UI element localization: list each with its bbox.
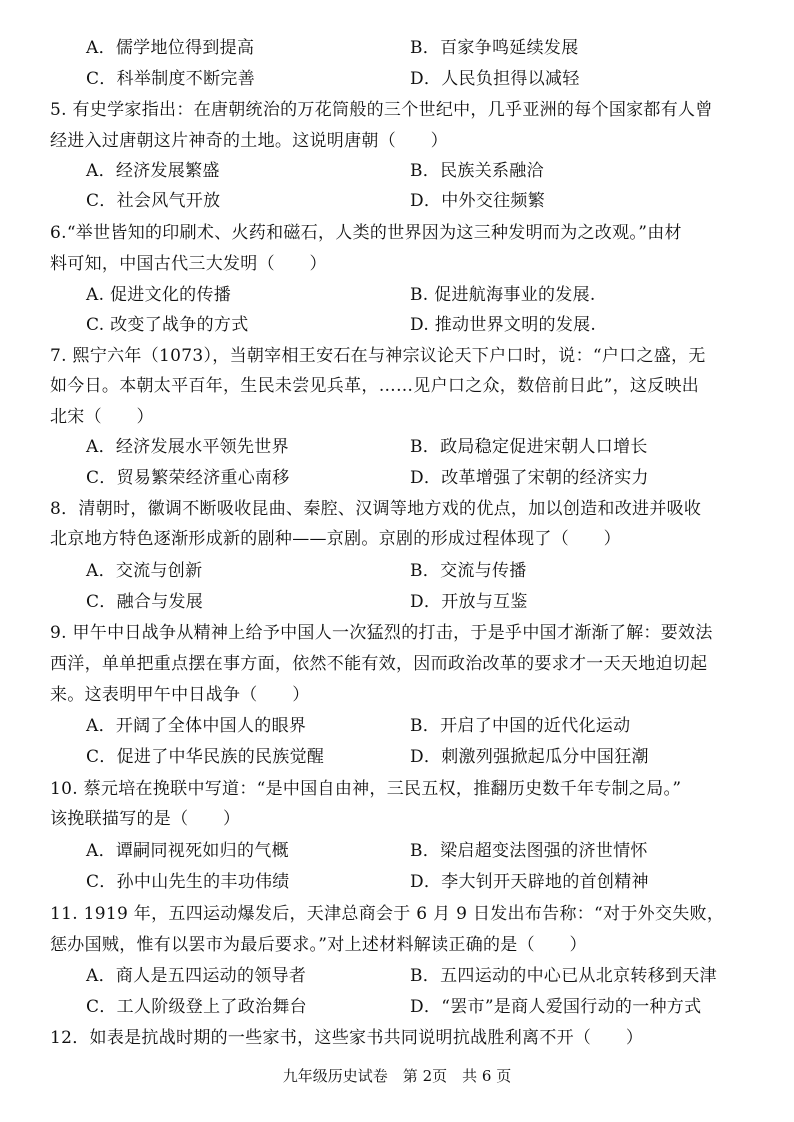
q11-stem-line-2: 惩办国贼，惟有以罢市为最后要求。”对上述材料解读正确的是（ ）	[50, 935, 587, 955]
q6-option-d: D. 推动世界文明的发展.	[410, 315, 597, 335]
q9-stem-line-1: 9. 甲午中日战争从精神上给予中国人一次猛烈的打击，于是乎中国才渐渐了解：要效法	[50, 623, 713, 643]
q6-option-b: B. 促进航海事业的发展.	[410, 285, 596, 305]
q10-stem-line-1: 10. 蔡元培在挽联中写道：“是中国自由神，三民五权，推翻历史数千年专制之局。”	[50, 779, 682, 799]
page-footer: 九年级历史试卷 第 2页 共 6 页	[282, 1067, 512, 1085]
q10-option-d: D．李大钊开天辟地的首创精神	[410, 872, 649, 892]
q5-stem-line-1: 5. 有史学家指出：在唐朝统治的万花筒般的三个世纪中，几乎亚洲的每个国家都有人曾	[50, 100, 713, 120]
q5-stem-line-2: 经进入过唐朝这片神奇的土地。这说明唐朝（ ）	[50, 131, 448, 151]
q10-stem-line-2: 该挽联描写的是（ ）	[50, 809, 241, 829]
q4-option-d: D．人民负担得以减轻	[410, 69, 580, 89]
q8-option-b: B．交流与传播	[410, 561, 527, 581]
q9-option-a: A．开阔了全体中国人的眼界	[86, 716, 307, 736]
q9-stem-line-2: 西洋，单单把重点摆在事方面，依然不能有效，因而政治改革的要求才一天天地迫切起	[50, 654, 708, 674]
q11-option-c: C．工人阶级登上了政治舞台	[86, 997, 307, 1017]
q7-stem-line-2: 如今日。本朝太平百年，生民未尝见兵革，……见户口之众，数倍前日此”，这反映出	[50, 376, 700, 396]
q8-option-c: C．融合与发展	[86, 592, 204, 612]
q6-option-c: C. 改变了战争的方式	[86, 315, 249, 335]
q11-option-a: A．商人是五四运动的领导者	[86, 966, 307, 986]
q9-option-c: C．促进了中华民族的民族觉醒	[86, 747, 325, 767]
q10-option-b: B．梁启超变法图强的济世情怀	[410, 841, 648, 861]
q4-option-b: B．百家争鸣延续发展	[410, 38, 579, 58]
q9-stem-line-3: 来。这表明甲午中日战争（ ）	[50, 685, 310, 705]
q4-option-c: C．科举制度不断完善	[86, 69, 256, 89]
q8-stem-line-1: 8．清朝时，徽调不断吸收昆曲、秦腔、汉调等地方戏的优点，加以创造和改进并吸收	[50, 499, 702, 519]
q5-option-d: D．中外交往频繁	[410, 191, 546, 211]
q10-option-a: A．谭嗣同视死如归的气概	[86, 841, 289, 861]
q4-option-a: A．儒学地位得到提高	[86, 38, 255, 58]
q6-option-a: A. 促进文化的传播	[86, 285, 232, 305]
q6-stem-line-1: 6.“举世皆知的印刷术、火药和磁石，人类的世界因为这三种发明而为之改观。”由材	[50, 223, 682, 243]
q8-option-a: A．交流与创新	[86, 561, 203, 581]
q12-stem-line-1: 12．如表是抗战时期的一些家书，这些家书共同说明抗战胜利离不开（ ）	[50, 1028, 644, 1048]
q7-stem-line-1: 7. 熙宁六年（1073），当朝宰相王安石在与神宗议论天下户口时，说：“户口之盛，无	[50, 346, 706, 366]
q8-stem-line-2: 北京地方特色逐渐形成新的剧种——京剧。京剧的形成过程体现了（ ）	[50, 529, 621, 549]
q5-option-b: B．民族关系融洽	[410, 161, 544, 181]
q7-option-d: D．改革增强了宋朝的经济实力	[410, 468, 649, 488]
q5-option-a: A．经济发展繁盛	[86, 161, 220, 181]
q5-option-c: C．社会风气开放	[86, 191, 221, 211]
q9-option-d: D．刺激列强掀起瓜分中国狂潮	[410, 747, 649, 767]
q7-stem-line-3: 北宋（ ）	[50, 407, 154, 427]
q9-option-b: B．开启了中国的近代化运动	[410, 716, 631, 736]
q7-option-c: C．贸易繁荣经济重心南移	[86, 468, 290, 488]
q6-stem-line-2: 料可知，中国古代三大发明（ ）	[50, 254, 327, 274]
q7-option-b: B．政局稳定促进宋朝人口增长	[410, 437, 648, 457]
q8-option-d: D．开放与互鉴	[410, 592, 528, 612]
q7-option-a: A．经济发展水平领先世界	[86, 437, 289, 457]
q11-option-d: D．“罢市”是商人爱国行动的一种方式	[410, 997, 702, 1017]
q11-stem-line-1: 11. 1919 年，五四运动爆发后，天津总商会于 6 月 9 日发出布告称：“对于外交失败，	[50, 904, 725, 924]
q10-option-c: C．孙中山先生的丰功伟绩	[86, 872, 290, 892]
q11-option-b: B．五四运动的中心已从北京转移到天津	[410, 966, 717, 986]
